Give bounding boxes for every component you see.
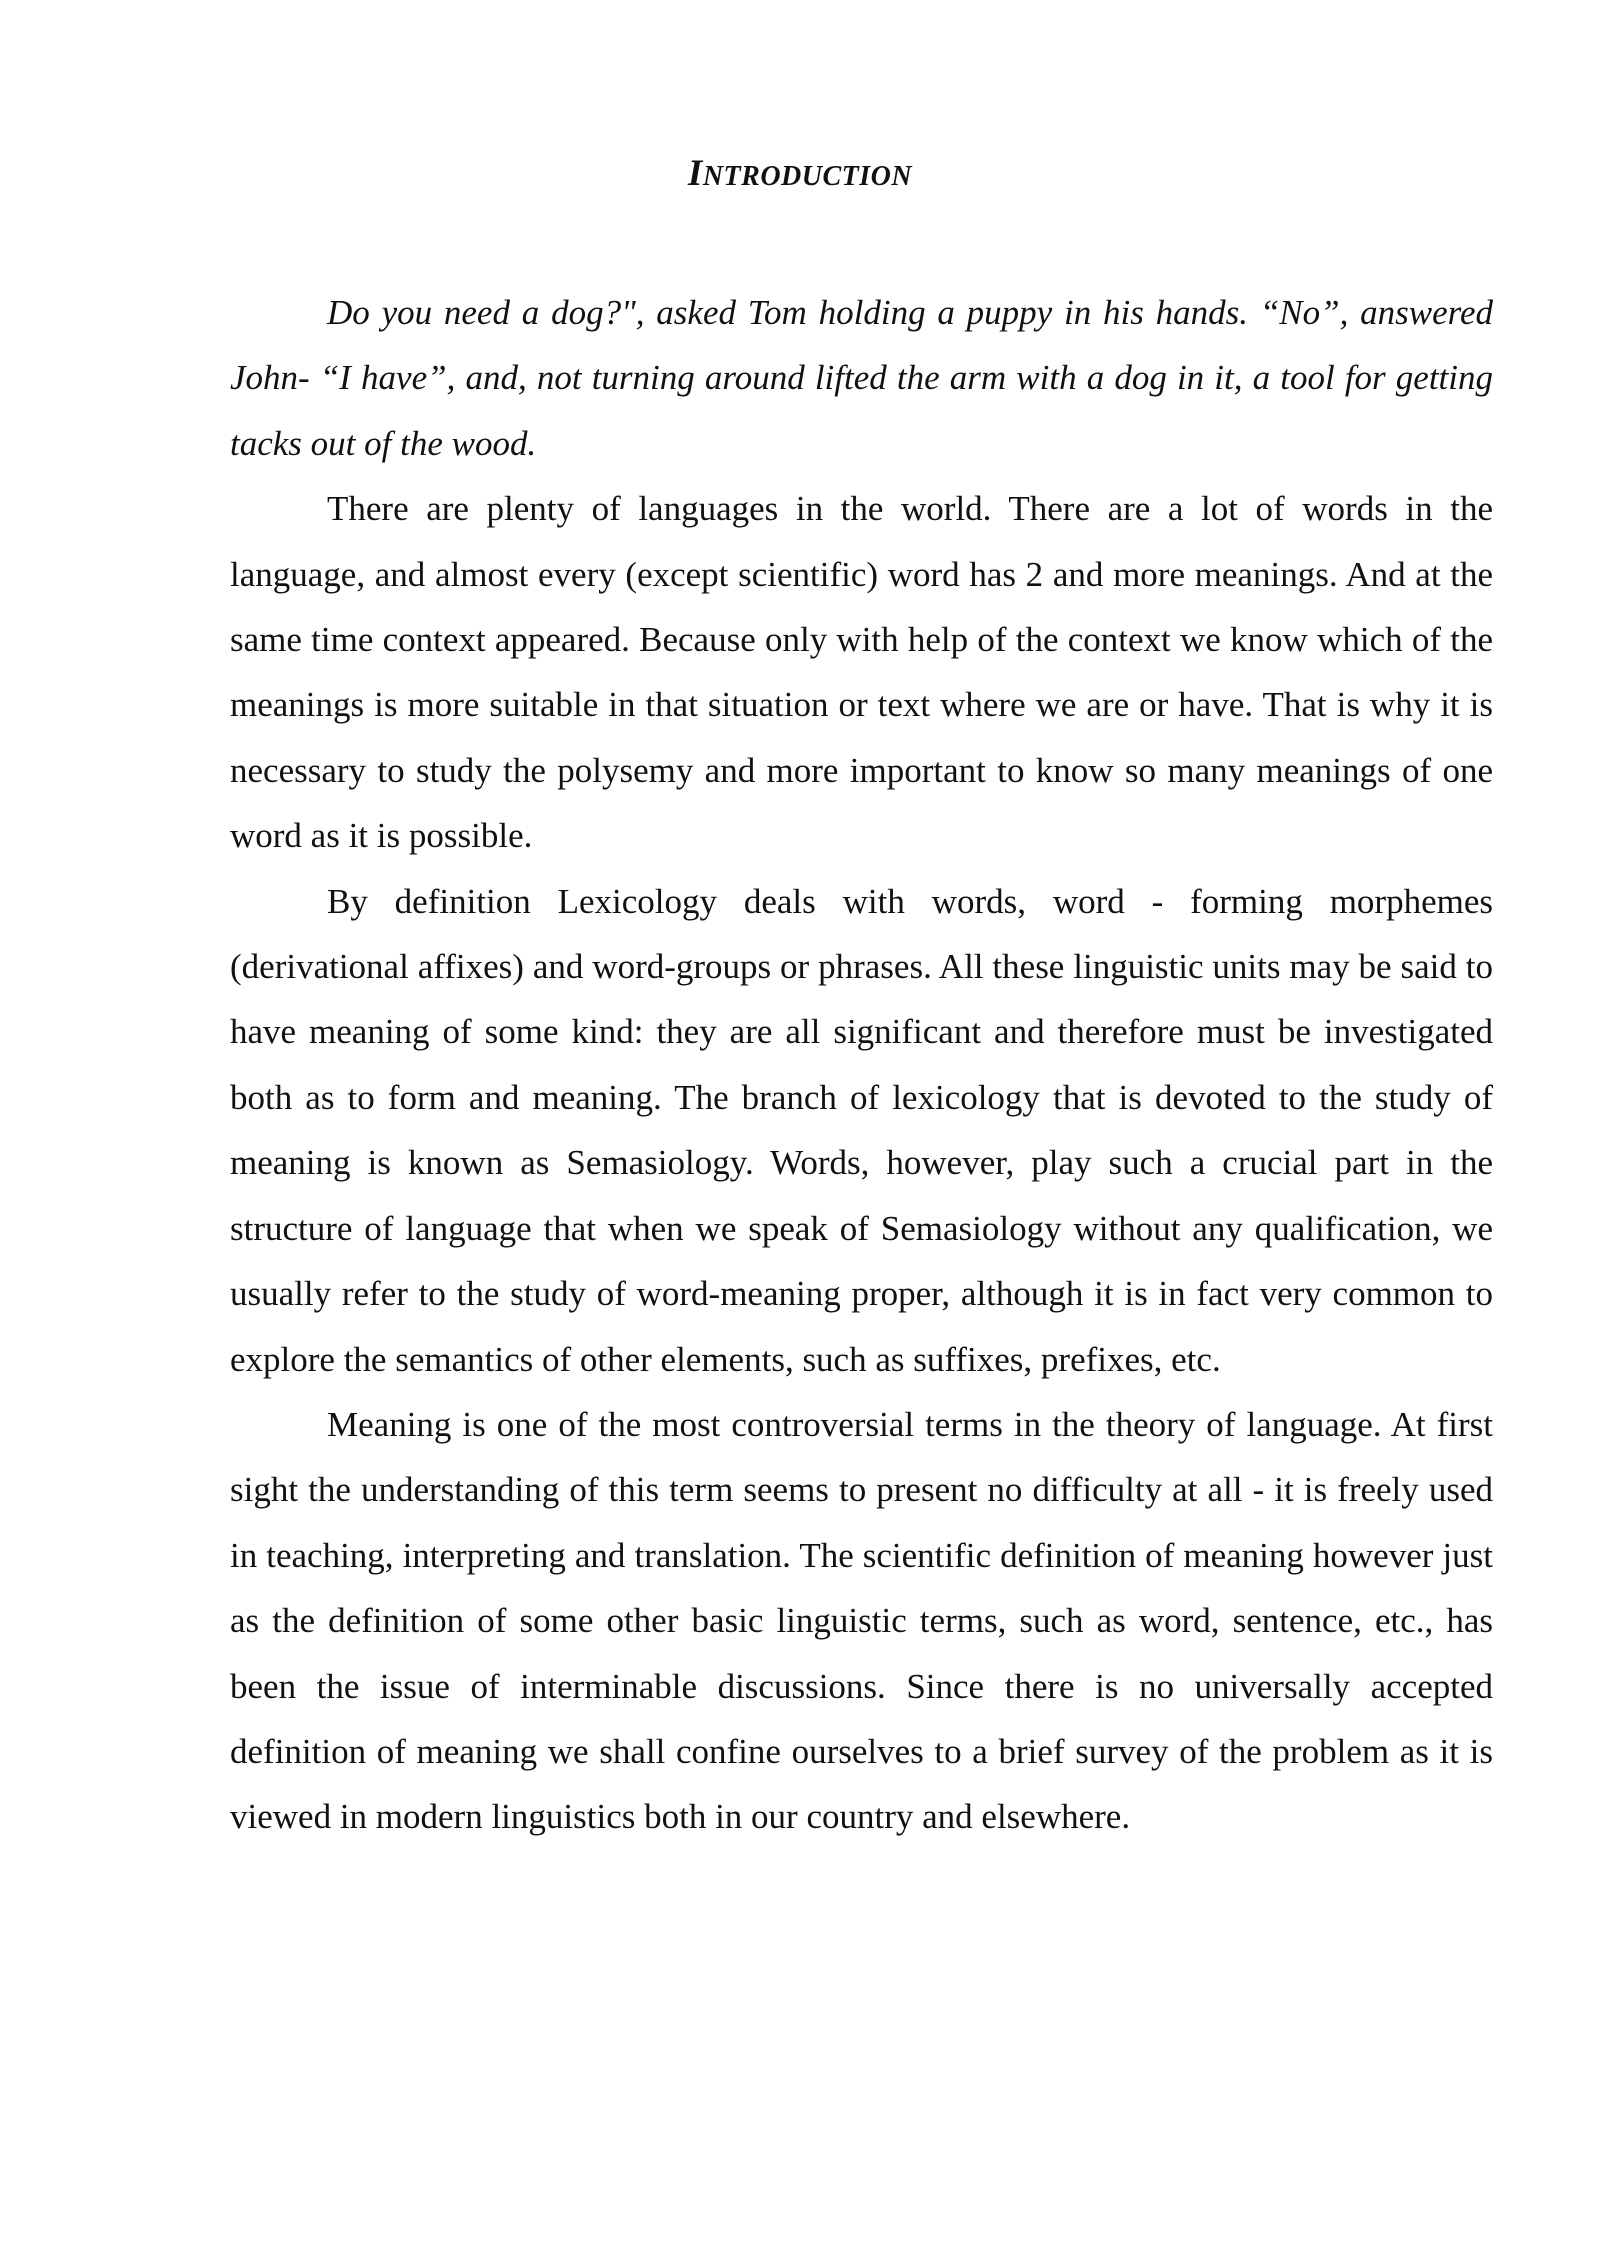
- epigraph-paragraph: Do you need a dog?", asked Tom holding a puppy in his hands. “No”, answered John- “I have”, and, not turning around lifted the arm with a dog in it, a tool for getting tacks out of the wood.: [230, 293, 1493, 463]
- page-title-rest: NTRODUCTION: [702, 161, 913, 192]
- paragraph-lexicology: By definition Lexicology deals with words, word - forming morphemes (derivational affixes) and word-groups or phrases. All these linguistic units may be said to have meaning of some kind: they are all significant and therefore must be investigated both as to form and meaning. The branch of lexicology that is devoted to the study of meaning is known as Semasiology. Words, however, play such a crucial part in the structure of language that when we speak of Semasiology without any qualification, we usually refer to the study of word-meaning proper, although it is in fact very common to explore the semantics of other elements, such as suffixes, prefixes, etc.: [230, 881, 1493, 1379]
- page-title: [0, 152, 1600, 195]
- page-title-initial: I: [687, 153, 703, 194]
- document-body: [230, 280, 1493, 1850]
- paragraph-languages: There are plenty of languages in the world. There are a lot of words in the language, and almost every (except scientific) word has 2 and more meanings. And at the same time context appeared. Because only with help of the context we know which of the meanings is more suitable in that situation or text where we are or have. That is why it is necessary to study the polysemy and more important to know so many meanings of one word as it is possible.: [230, 489, 1493, 856]
- paragraph-meaning: Meaning is one of the most controversial terms in the theory of language. At first sight the understanding of this term seems to present no difficulty at all - it is freely used in teaching, interpreting and translation. The scientific definition of meaning however just as the definition of some other basic linguistic terms, such as word, sentence, etc., has been the issue of interminable discussions. Since there is no universally accepted definition of meaning we shall confine ourselves to a brief survey of the problem as it is viewed in modern linguistics both in our country and elsewhere.: [230, 1404, 1493, 1837]
